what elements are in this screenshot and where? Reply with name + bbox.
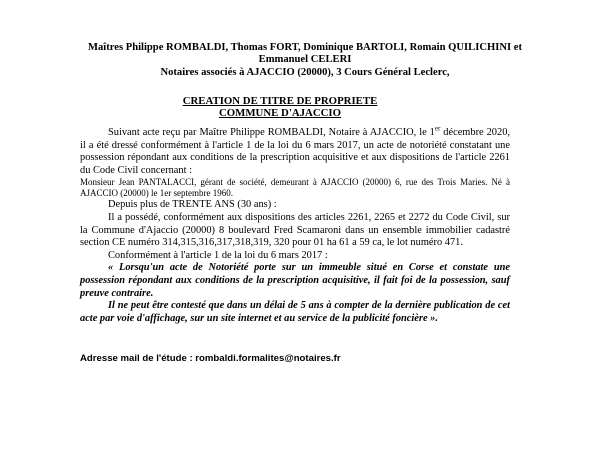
paragraph-act	[80, 124, 510, 177]
title-sub: COMMUNE D'AJACCIO	[218, 107, 342, 120]
paragraph-duration: Depuis plus de TRENTE ANS (30 ans) :	[108, 199, 277, 211]
paragraph-act-part-a: Suivant acte reçu par Maître Philippe ROMBALDI, Notaire à AJACCIO, le 1	[108, 127, 435, 138]
header-line-1: Maîtres Philippe ROMBALDI, Thomas FORT, Dominique BARTOLI, Romain QUILICHINI et	[87, 42, 523, 53]
paragraph-act-sup: er	[434, 124, 441, 133]
paragraph-act-part-b: décembre 2020, il a été dressé conformément à l'article 1 de la loi du 6 mars 2017, un acte de notoriété constatant une possession répondant aux conditions de la prescription acquisitive et aux dispositions de l'article 2261 du Code Civil concernant :	[80, 127, 510, 176]
quote-paragraph-1: « Lorsqu'un acte de Notoriété porte sur un immeuble situé en Corse et constate une possession répondant aux conditions de la prescription acquisitive, il fait foi de la possession, sauf preuve contraire.	[80, 262, 510, 299]
study-email-line: Adresse mail de l'étude : rombaldi.formalites@notaires.fr	[80, 353, 341, 364]
quote-paragraph-2: Il ne peut être contesté que dans un délai de 5 ans à compter de la dernière publication de cet acte par voie d'affichage, sur un site internet et au service de la publicité foncière ».	[80, 300, 510, 324]
paragraph-person: Monsieur Jean PANTALACCI, gérant de société, demeurant à AJACCIO (20000) 6, rue des Trois Maries. Né à AJACCIO (20000) le 1er septembre 1960.	[80, 177, 510, 199]
paragraph-law: Conformément à l'article 1 de la loi du 6 mars 2017 :	[108, 249, 328, 261]
document-title	[100, 95, 460, 120]
notaries-header	[40, 42, 570, 79]
header-line-2: Emmanuel CELERI	[258, 54, 352, 66]
header-line-3: Notaires associés à AJACCIO (20000), 3 Cours Général Leclerc,	[160, 66, 450, 78]
paragraph-possession: Il a possédé, conformément aux dispositions des articles 2261, 2265 et 2272 du Code Civil, sur la Commune d'Ajaccio (20000) 8 boulevard Fred Scamaroni dans un ensemble immobilier cadastré section CE numéro 314,315,316,317,318,319, 320 pour 01 ha 61 a 59 ca, le lot numéro 471.	[80, 211, 510, 249]
document-body	[80, 124, 510, 325]
title-main: CREATION DE TITRE DE PROPRIETE	[182, 95, 378, 107]
